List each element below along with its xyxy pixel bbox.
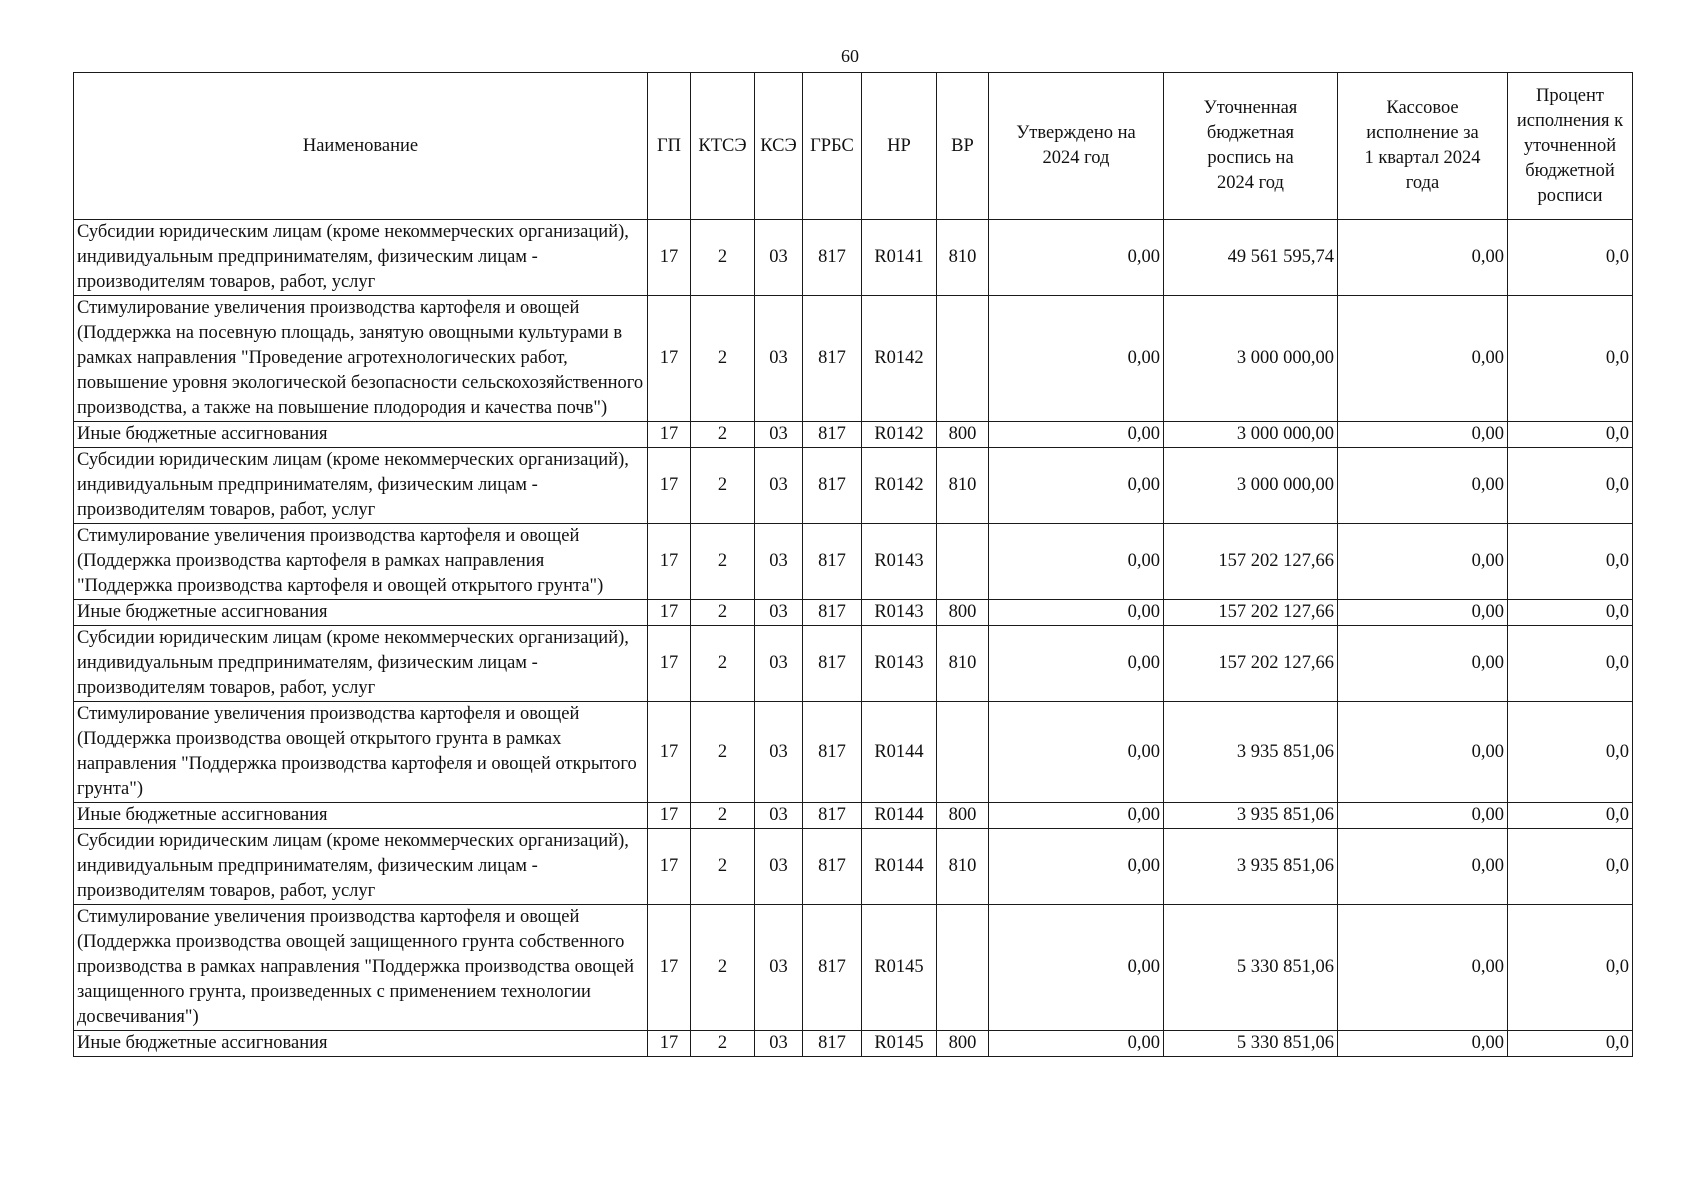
cell-kse: 03	[755, 829, 803, 905]
cell-cash: 0,00	[1338, 829, 1508, 905]
cell-cash: 0,00	[1338, 1031, 1508, 1057]
cell-kse: 03	[755, 600, 803, 626]
header-name: Наименование	[74, 73, 648, 220]
cell-grbs: 817	[803, 524, 862, 600]
cell-grbs: 817	[803, 296, 862, 422]
table-header-row	[74, 73, 1633, 220]
header-refined: Уточненная бюджетная роспись на 2024 год	[1164, 73, 1338, 220]
cell-cash: 0,00	[1338, 220, 1508, 296]
cell-vr: 800	[937, 600, 989, 626]
header-cash: Кассовое исполнение за 1 квартал 2024 года	[1338, 73, 1508, 220]
cell-approved: 0,00	[989, 626, 1164, 702]
cell-nr: R0143	[862, 524, 937, 600]
cell-kse: 03	[755, 422, 803, 448]
cell-cash: 0,00	[1338, 422, 1508, 448]
cell-ktse: 2	[691, 1031, 755, 1057]
table-row	[74, 524, 1633, 600]
cell-ktse: 2	[691, 524, 755, 600]
cell-gp: 17	[648, 296, 691, 422]
cell-approved: 0,00	[989, 905, 1164, 1031]
cell-refined: 157 202 127,66	[1164, 524, 1338, 600]
cell-approved: 0,00	[989, 803, 1164, 829]
cell-ktse: 2	[691, 422, 755, 448]
cell-name: Стимулирование увеличения производства картофеля и овощей (Поддержка на посевную площадь, занятую овощными культурами в рамках направления "Проведение агротехнологических работ, повышение уровня экологической безопасности сельскохозяйственного производства, а также на повышение плодородия и качества почв")	[74, 296, 648, 422]
cell-cash: 0,00	[1338, 803, 1508, 829]
cell-gp: 17	[648, 600, 691, 626]
cell-vr: 810	[937, 626, 989, 702]
cell-gp: 17	[648, 448, 691, 524]
cell-vr: 810	[937, 829, 989, 905]
header-gp: ГП	[648, 73, 691, 220]
cell-percent: 0,0	[1508, 422, 1633, 448]
cell-nr: R0142	[862, 422, 937, 448]
header-ktse: КТСЭ	[691, 73, 755, 220]
cell-kse: 03	[755, 626, 803, 702]
cell-grbs: 817	[803, 220, 862, 296]
cell-grbs: 817	[803, 422, 862, 448]
budget-table	[73, 72, 1633, 1057]
cell-percent: 0,0	[1508, 448, 1633, 524]
cell-refined: 157 202 127,66	[1164, 626, 1338, 702]
cell-vr: 810	[937, 448, 989, 524]
cell-cash: 0,00	[1338, 702, 1508, 803]
cell-nr: R0144	[862, 803, 937, 829]
cell-approved: 0,00	[989, 829, 1164, 905]
cell-cash: 0,00	[1338, 905, 1508, 1031]
cell-cash: 0,00	[1338, 448, 1508, 524]
cell-grbs: 817	[803, 626, 862, 702]
cell-ktse: 2	[691, 600, 755, 626]
cell-percent: 0,0	[1508, 626, 1633, 702]
cell-refined: 5 330 851,06	[1164, 1031, 1338, 1057]
table-row	[74, 296, 1633, 422]
cell-refined: 5 330 851,06	[1164, 905, 1338, 1031]
cell-cash: 0,00	[1338, 296, 1508, 422]
cell-ktse: 2	[691, 626, 755, 702]
cell-refined: 49 561 595,74	[1164, 220, 1338, 296]
cell-grbs: 817	[803, 829, 862, 905]
cell-kse: 03	[755, 702, 803, 803]
cell-ktse: 2	[691, 448, 755, 524]
cell-approved: 0,00	[989, 524, 1164, 600]
cell-grbs: 817	[803, 905, 862, 1031]
cell-percent: 0,0	[1508, 220, 1633, 296]
table-row	[74, 1031, 1633, 1057]
cell-kse: 03	[755, 220, 803, 296]
cell-name: Стимулирование увеличения производства картофеля и овощей (Поддержка производства овощей открытого грунта в рамках направления "Поддержка производства картофеля и овощей открытого грунта")	[74, 702, 648, 803]
table-row	[74, 626, 1633, 702]
header-approved: Утверждено на 2024 год	[989, 73, 1164, 220]
cell-percent: 0,0	[1508, 600, 1633, 626]
cell-percent: 0,0	[1508, 803, 1633, 829]
cell-name: Иные бюджетные ассигнования	[74, 600, 648, 626]
cell-grbs: 817	[803, 702, 862, 803]
cell-refined: 157 202 127,66	[1164, 600, 1338, 626]
table-row	[74, 600, 1633, 626]
cell-percent: 0,0	[1508, 829, 1633, 905]
cell-refined: 3 935 851,06	[1164, 702, 1338, 803]
cell-approved: 0,00	[989, 600, 1164, 626]
cell-percent: 0,0	[1508, 1031, 1633, 1057]
cell-cash: 0,00	[1338, 626, 1508, 702]
cell-percent: 0,0	[1508, 524, 1633, 600]
cell-approved: 0,00	[989, 422, 1164, 448]
cell-name: Иные бюджетные ассигнования	[74, 803, 648, 829]
header-grbs: ГРБС	[803, 73, 862, 220]
cell-kse: 03	[755, 524, 803, 600]
cell-approved: 0,00	[989, 296, 1164, 422]
cell-name: Субсидии юридическим лицам (кроме некоммерческих организаций), индивидуальным предпринимателям, физическим лицам - производителям товаров, работ, услуг	[74, 829, 648, 905]
cell-nr: R0145	[862, 905, 937, 1031]
cell-percent: 0,0	[1508, 905, 1633, 1031]
cell-nr: R0143	[862, 600, 937, 626]
cell-approved: 0,00	[989, 1031, 1164, 1057]
cell-ktse: 2	[691, 220, 755, 296]
table-row	[74, 422, 1633, 448]
cell-name: Иные бюджетные ассигнования	[74, 422, 648, 448]
cell-gp: 17	[648, 1031, 691, 1057]
table-body	[74, 220, 1633, 1057]
cell-ktse: 2	[691, 296, 755, 422]
page-number: 60	[841, 46, 859, 66]
table-row	[74, 448, 1633, 524]
table-row	[74, 220, 1633, 296]
header-vr: ВР	[937, 73, 989, 220]
cell-name: Субсидии юридическим лицам (кроме некоммерческих организаций), индивидуальным предпринимателям, физическим лицам - производителям товаров, работ, услуг	[74, 448, 648, 524]
cell-name: Стимулирование увеличения производства картофеля и овощей (Поддержка производства картофеля в рамках направления "Поддержка производства картофеля и овощей открытого грунта")	[74, 524, 648, 600]
table-row	[74, 829, 1633, 905]
cell-refined: 3 000 000,00	[1164, 448, 1338, 524]
cell-nr: R0144	[862, 829, 937, 905]
cell-vr	[937, 905, 989, 1031]
cell-gp: 17	[648, 803, 691, 829]
cell-ktse: 2	[691, 905, 755, 1031]
cell-refined: 3 935 851,06	[1164, 829, 1338, 905]
cell-nr: R0143	[862, 626, 937, 702]
cell-gp: 17	[648, 626, 691, 702]
cell-nr: R0142	[862, 296, 937, 422]
cell-nr: R0145	[862, 1031, 937, 1057]
cell-cash: 0,00	[1338, 524, 1508, 600]
cell-gp: 17	[648, 702, 691, 803]
table-row	[74, 702, 1633, 803]
cell-gp: 17	[648, 829, 691, 905]
cell-vr	[937, 524, 989, 600]
cell-nr: R0144	[862, 702, 937, 803]
cell-percent: 0,0	[1508, 296, 1633, 422]
header-kse: КСЭ	[755, 73, 803, 220]
cell-grbs: 817	[803, 448, 862, 524]
cell-kse: 03	[755, 296, 803, 422]
cell-kse: 03	[755, 905, 803, 1031]
table-row	[74, 905, 1633, 1031]
cell-vr: 800	[937, 1031, 989, 1057]
header-percent: Процент исполнения к уточненной бюджетной росписи	[1508, 73, 1633, 220]
cell-grbs: 817	[803, 803, 862, 829]
cell-name: Стимулирование увеличения производства картофеля и овощей (Поддержка производства овощей защищенного грунта собственного производства в рамках направления "Поддержка производства овощей защищенного грунта, произведенных с применением технологии досвечивания")	[74, 905, 648, 1031]
cell-approved: 0,00	[989, 220, 1164, 296]
cell-vr	[937, 296, 989, 422]
cell-refined: 3 000 000,00	[1164, 422, 1338, 448]
cell-gp: 17	[648, 422, 691, 448]
cell-grbs: 817	[803, 1031, 862, 1057]
header-nr: НР	[862, 73, 937, 220]
cell-refined: 3 935 851,06	[1164, 803, 1338, 829]
cell-kse: 03	[755, 803, 803, 829]
cell-gp: 17	[648, 524, 691, 600]
cell-kse: 03	[755, 448, 803, 524]
cell-kse: 03	[755, 1031, 803, 1057]
cell-gp: 17	[648, 220, 691, 296]
cell-nr: R0142	[862, 448, 937, 524]
cell-refined: 3 000 000,00	[1164, 296, 1338, 422]
cell-vr: 810	[937, 220, 989, 296]
cell-cash: 0,00	[1338, 600, 1508, 626]
cell-percent: 0,0	[1508, 702, 1633, 803]
cell-name: Субсидии юридическим лицам (кроме некоммерческих организаций), индивидуальным предпринимателям, физическим лицам - производителям товаров, работ, услуг	[74, 220, 648, 296]
cell-nr: R0141	[862, 220, 937, 296]
cell-approved: 0,00	[989, 448, 1164, 524]
cell-vr	[937, 702, 989, 803]
cell-ktse: 2	[691, 702, 755, 803]
cell-gp: 17	[648, 905, 691, 1031]
cell-approved: 0,00	[989, 702, 1164, 803]
cell-ktse: 2	[691, 829, 755, 905]
cell-grbs: 817	[803, 600, 862, 626]
cell-vr: 800	[937, 422, 989, 448]
cell-vr: 800	[937, 803, 989, 829]
cell-name: Субсидии юридическим лицам (кроме некоммерческих организаций), индивидуальным предпринимателям, физическим лицам - производителям товаров, работ, услуг	[74, 626, 648, 702]
cell-name: Иные бюджетные ассигнования	[74, 1031, 648, 1057]
table-row	[74, 803, 1633, 829]
cell-ktse: 2	[691, 803, 755, 829]
